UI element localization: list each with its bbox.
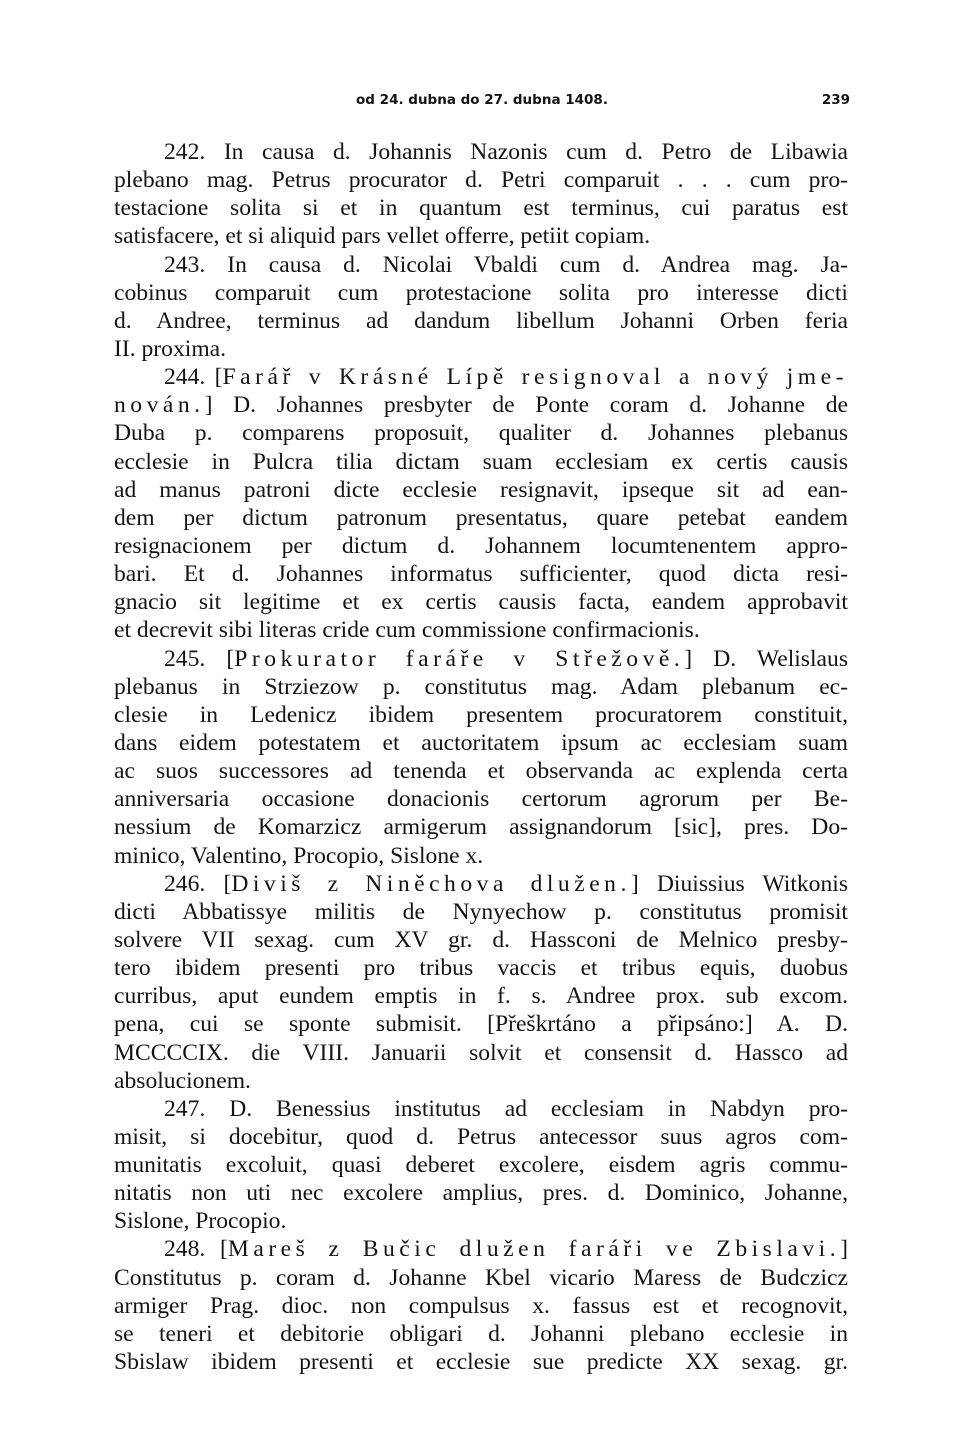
text-segment: II. proxima. [114, 335, 227, 362]
text-segment: ecclesie in Pulcra tilia dictam suam ecclesiam ex certis causis [114, 448, 848, 475]
text-line [114, 785, 848, 813]
text-segment: 248. [ [164, 1236, 228, 1263]
text-segment: ] [840, 1236, 848, 1263]
text-segment: clesie in Ledenicz ibidem presentem procuratorem constituit, [114, 701, 848, 728]
text-line [114, 645, 848, 673]
text-segment: plebano mag. Petrus procurator d. Petri comparuit . . . cum pro- [114, 167, 848, 194]
running-title: od 24. dubna do 27. dubna 1408. [356, 92, 608, 108]
text-line [114, 419, 848, 447]
text-segment: tero ibidem presenti pro tribus vaccis et tribus equis, duobus [114, 955, 848, 982]
text-line [114, 391, 848, 419]
text-segment: 243. In causa d. Nicolai Vbaldi cum d. Andrea mag. Ja- [164, 251, 848, 278]
spaced-czech-heading: Diviš z Niněchova dlužen. [231, 870, 631, 897]
text-segment: ac suos successores ad tenenda et observanda ac explenda certa [114, 758, 848, 785]
text-segment: curribus, aput eundem emptis in f. s. Andree prox. sub excom. [114, 983, 848, 1010]
text-line [114, 1235, 848, 1263]
text-segment: armiger Prag. dioc. non compulsus x. fassus est et recognovit, [114, 1292, 848, 1319]
text-segment: nessium de Komarzicz armigerum assignandorum [sic], pres. Do- [114, 814, 848, 841]
spaced-czech-heading: Mareš z Bučic dlužen faráři ve Zbislavi. [227, 1236, 841, 1263]
text-line [114, 1348, 848, 1376]
text-segment: Duba p. comparens proposuit, qualiter d. Johannes plebanus [114, 420, 848, 447]
text-segment: Sislone, Procopio. [114, 1208, 287, 1235]
text-segment: 245. [ [164, 645, 235, 672]
text-line [114, 842, 848, 870]
text-line [114, 954, 848, 982]
text-line [114, 251, 848, 279]
text-line [114, 588, 848, 616]
text-segment: 242. In causa d. Johannis Nazonis cum d. Petro de Libawia [164, 139, 848, 165]
text-segment: misit, si docebitur, quod d. Petrus antecessor suus agros com- [114, 1123, 848, 1150]
text-line [114, 1151, 848, 1179]
text-segment: cobinus comparuit cum protestacione solita pro interesse dicti [114, 279, 848, 306]
body-text [114, 138, 848, 1376]
text-line [114, 1123, 848, 1151]
text-line [114, 1039, 848, 1067]
text-segment: pena, cui se sponte submisit. [Přeškrtáno a připsáno:] A. D. [114, 1011, 848, 1038]
text-segment: dicti Abbatissye militis de Nynyechow p. constitutus promisit [114, 898, 848, 925]
text-line [114, 870, 848, 898]
text-segment: bari. Et d. Johannes informatus sufficienter, quod dicta resi- [114, 561, 848, 588]
text-segment: 246. [ [164, 870, 232, 897]
text-segment: gnacio sit legitime et ex certis causis facta, eandem approbavit [114, 589, 848, 616]
text-line [114, 1264, 848, 1292]
text-segment: munitatis excoluit, quasi deberet excolere, eisdem agris commu- [114, 1152, 848, 1179]
text-line [114, 926, 848, 954]
text-line [114, 1320, 848, 1348]
text-line [114, 166, 848, 194]
text-segment: plebanus in Strziezow p. constitutus mag. Adam plebanum ec- [114, 673, 848, 700]
text-line [114, 476, 848, 504]
text-segment: 244. [ [164, 364, 223, 391]
text-segment: ] Diuissius Witkonis [630, 870, 849, 897]
text-line [114, 1179, 848, 1207]
text-segment: et decrevit sibi literas cride cum commissione confirmacionis. [114, 617, 700, 644]
text-segment: Constitutus p. coram d. Johanne Kbel vicario Maress de Budczicz [114, 1264, 848, 1291]
text-line [114, 898, 848, 926]
text-segment: solvere VII sexag. cum XV gr. d. Hassconi de Melnico presby- [114, 926, 848, 953]
text-line [114, 532, 848, 560]
text-segment: anniversaria occasione donacionis certorum agrorum per Be- [114, 786, 848, 813]
text-line [114, 307, 848, 335]
text-segment: resignacionem per dictum d. Johannem locumtenentem appro- [114, 532, 848, 559]
text-segment: 247. D. Benessius institutus ad ecclesiam in Nabdyn pro- [164, 1095, 848, 1122]
text-segment: MCCCCIX. die VIII. Januarii solvit et consensit d. Hassco ad [114, 1039, 848, 1066]
spaced-czech-heading: Prokurator faráře v Střežově. [234, 645, 685, 672]
text-line [114, 194, 848, 222]
text-line [114, 363, 848, 391]
text-line [114, 504, 848, 532]
text-line [114, 673, 848, 701]
text-line [114, 335, 848, 363]
text-line [114, 757, 848, 785]
text-segment: ] D. Johannes presbyter de Ponte coram d. Johanne de [204, 392, 848, 419]
text-segment: se teneri et debitorie obligari d. Johanni plebano ecclesie in [114, 1320, 848, 1347]
text-line [114, 1010, 848, 1038]
text-line [114, 1095, 848, 1123]
text-segment: d. Andree, terminus ad dandum libellum Johanni Orben feria [114, 307, 848, 334]
text-segment: nitatis non uti nec excolere amplius, pres. d. Dominico, Johanne, [114, 1180, 848, 1207]
text-line [114, 982, 848, 1010]
text-segment: Sbislaw ibidem presenti et ecclesie sue predicte XX sexag. gr. [114, 1349, 848, 1376]
text-line [114, 813, 848, 841]
text-line [114, 1292, 848, 1320]
text-segment: testacione solita si et in quantum est terminus, cui paratus est [114, 195, 848, 222]
text-segment: minico, Valentino, Procopio, Sislone x. [114, 842, 484, 869]
text-line [114, 1207, 848, 1235]
text-line [114, 616, 848, 644]
page-header [112, 90, 850, 120]
text-line [114, 560, 848, 588]
text-line [114, 279, 848, 307]
page-number: 239 [821, 92, 850, 108]
text-segment: ] D. Welislaus [684, 645, 848, 672]
text-line [114, 701, 848, 729]
text-line [114, 222, 848, 250]
text-segment: satisfacere, et si aliquid pars vellet offerre, petiit copiam. [114, 223, 651, 250]
text-segment: dans eidem potestatem et auctoritatem ipsum ac ecclesiam suam [114, 729, 848, 756]
text-line [114, 1067, 848, 1095]
spaced-czech-heading: nován. [114, 392, 205, 419]
text-line [114, 448, 848, 476]
text-segment: dem per dictum patronum presentatus, quare petebat eandem [114, 504, 848, 531]
text-segment: ad manus patroni dicte ecclesie resignavit, ipseque sit ad ean- [114, 476, 848, 503]
text-segment: absolucionem. [114, 1067, 251, 1094]
text-line [114, 138, 848, 166]
text-line [114, 729, 848, 757]
spaced-czech-heading: Farář v Krásné Lípě resignoval a nový jme- [222, 364, 848, 391]
